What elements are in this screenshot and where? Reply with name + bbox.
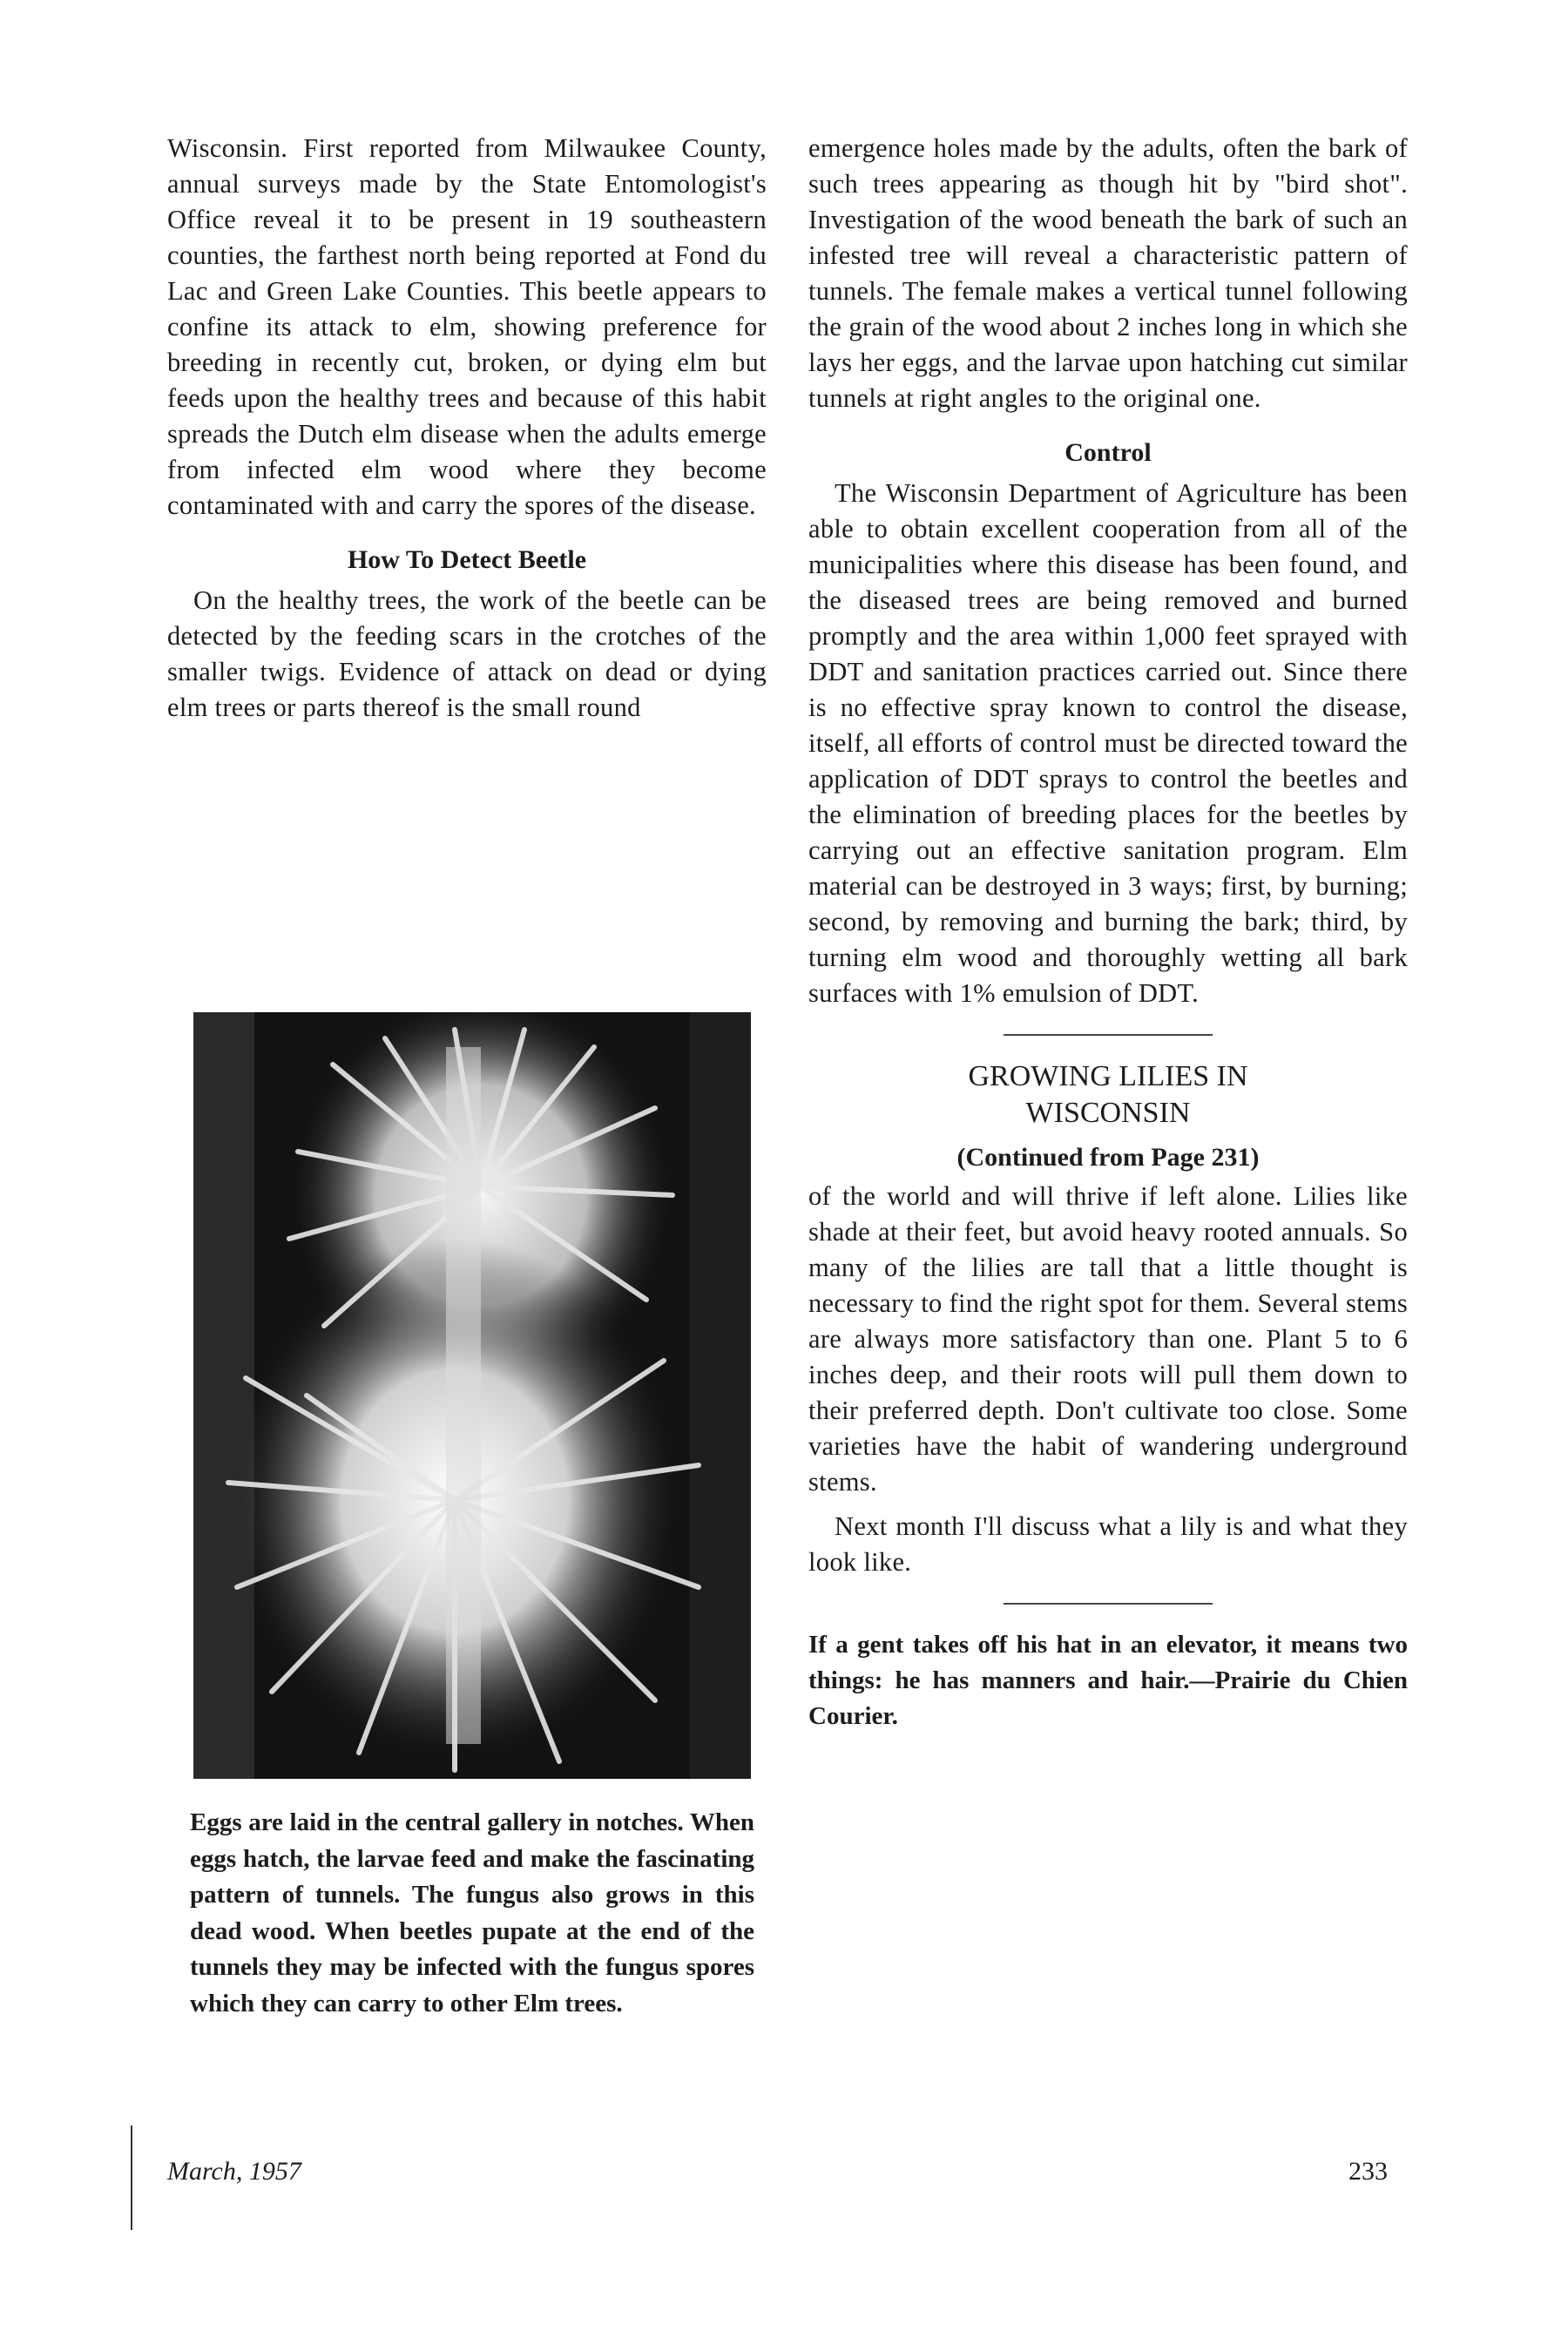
article-paragraph: On the healthy trees, the work of the beetle can be detected by the feeding scars in the crotches of the smaller twigs. Evidence of attack on dead or dying elm trees or parts thereof is the small round — [167, 585, 767, 722]
beetle-gallery-photo — [193, 1012, 751, 1779]
issue-date: March, 1957 — [167, 2157, 301, 2186]
article-paragraph: emergence holes made by the adults, often the bark of such trees appearing as though hit by "bird shot". Investigation of the wood beneath the bark of such an infested tree will reveal a characteristic pattern of tunnels. The female makes a vertical tunnel following the grain of the wood about 2 inches long in which she lays her eggs, and the larvae upon hatching cut similar tunnels at right angles to the original one. — [808, 133, 1408, 413]
page-number: 233 — [1348, 2157, 1388, 2186]
left-column — [167, 131, 767, 726]
section-heading-detect-beetle: How To Detect Beetle — [347, 545, 587, 574]
article-title-line: WISCONSIN — [1025, 1097, 1191, 1129]
photo-caption: Eggs are laid in the central gallery in notches. When eggs hatch, the larvae feed and make the fascinating pattern of tunnels. The fungus also grows in this dead wood. When beetles pupate at the end of the tunnels they may be infected with the fungus spores which they can carry to other Elm trees. — [190, 1808, 754, 2017]
divider — [1004, 1034, 1213, 1036]
article-paragraph: of the world and will thrive if left alone. Lilies like shade at their feet, but avoid heavy rooted annuals. So many of the lilies are tall that a little thought is necessary to find the right spot for them. Several stems are always more satisfactory than one. Plant 5 to 6 inches deep, and their roots will pull them down to their preferred depth. Don't cultivate too close. Some varieties have the habit of wandering underground stems. — [808, 1181, 1408, 1497]
article-title — [808, 1058, 1408, 1132]
continued-note: (Continued from Page 231) — [956, 1143, 1260, 1172]
photo-image — [193, 1012, 751, 1779]
article-paragraph: Wisconsin. First reported from Milwaukee County, annual surveys made by the State Entomologist's Office reveal it to be present in 19 southeastern counties, the farthest north being reported at Fond du Lac and Green Lake Counties. This beetle appears to confine its attack to elm, showing preference for breeding in recently cut, broken, or dying elm but feeds upon the healthy trees and because of this habit spreads the Dutch elm disease when the adults emerge from infected elm wood where they become contaminated with and carry the spores of the disease. — [167, 133, 767, 520]
section-heading-control: Control — [1064, 438, 1152, 467]
margin-line — [131, 2126, 132, 2230]
divider — [1004, 1603, 1213, 1605]
article-title-line: GROWING LILIES IN — [968, 1060, 1248, 1092]
filler-joke: If a gent takes off his hat in an elevator, it means two things: he has manners and hair.—Prairie du Chien Courier. — [808, 1631, 1408, 1730]
article-paragraph: The Wisconsin Department of Agriculture has been able to obtain excellent cooperation from all of the municipalities where this disease has been found, and the diseased trees are being removed and burned promptly and the area within 1,000 feet sprayed with DDT and sanitation practices carried out. Since there is no effective spray known to control the disease, itself, all efforts of control must be directed toward the application of DDT sprays to control the beetles and the elimination of breeding places for the beetles by carrying out an effective sanitation program. Elm material can be destroyed in 3 ways; first, by burning; second, by removing and burning the bark; third, by turning elm wood and thoroughly wetting all bark surfaces with 1% emulsion of DDT. — [808, 478, 1408, 1008]
right-column — [808, 131, 1408, 1734]
article-paragraph: Next month I'll discuss what a lily is and what they look like. — [808, 1511, 1408, 1577]
